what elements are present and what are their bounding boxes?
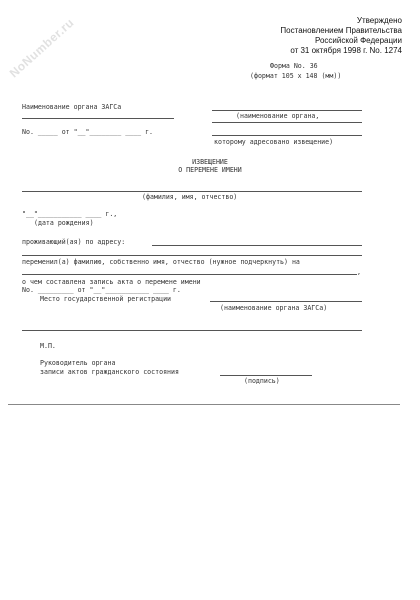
registration-label: Место государственной регистрации [40, 295, 172, 303]
head-title-line-2: записи актов гражданского состояния [40, 368, 179, 376]
zags-caption: (наименование органа, [236, 112, 320, 120]
birth-date-line: "__"___________ ____ г., [22, 210, 118, 218]
registration-caption: (наименование органа ЗАГСа) [220, 304, 328, 312]
birth-date-caption: (дата рождения) [34, 219, 94, 227]
name-change-line: переменил(а) фамилию, собственно имя, отчество (нужное подчеркнуть) на [22, 258, 300, 266]
form-number: Форма No. 36 [270, 62, 318, 70]
fio-caption: (фамилия, имя, отчество) [142, 193, 238, 201]
head-title-line-1: Руководитель органа [40, 359, 116, 367]
bottom-divider [8, 404, 400, 405]
signature-caption: (подпись) [244, 377, 280, 385]
addressee-caption: которому адресовано извещение) [214, 138, 334, 146]
form-size: (формат 105 x 148 (мм)) [250, 72, 342, 80]
address-field[interactable] [152, 245, 362, 246]
zags-name-field-2[interactable] [212, 122, 362, 123]
registration-field-2[interactable] [22, 330, 362, 331]
document-number-line: No. _____ от "__"________ ____ г. [22, 128, 154, 136]
comma-mark: , [357, 268, 361, 276]
document-subtitle: О ПЕРЕМЕНЕ ИМЕНИ [178, 166, 242, 174]
approval-line-4: от 31 октября 1998 г. No. 1274 [290, 46, 402, 55]
watermark-text: NoNumber.ru [6, 15, 77, 81]
signature-field[interactable] [220, 375, 312, 376]
registration-field[interactable] [210, 301, 362, 302]
record-line: о чем составлена запись акта о перемене имени [22, 278, 201, 286]
approval-block [280, 16, 402, 56]
document-title: ИЗВЕЩЕНИЕ [192, 158, 228, 166]
new-name-field[interactable] [22, 274, 357, 275]
approval-line-3: Российской Федерации [315, 36, 402, 45]
zags-line[interactable] [22, 118, 174, 119]
zags-name-field[interactable] [212, 110, 362, 111]
seal-place: М.П. [40, 342, 56, 350]
address-field-2[interactable] [22, 255, 362, 256]
record-number-line: No. _________ от "__"___________ ____ г. [22, 286, 181, 294]
approval-line-1: Утверждено [356, 16, 402, 25]
approval-line-2: Постановлением Правительства [280, 26, 402, 35]
fio-field[interactable] [22, 191, 362, 192]
addressee-field[interactable] [212, 135, 362, 136]
address-label: проживающий(ая) по адресу: [22, 238, 126, 246]
zags-label: Наименование органа ЗАГСа [22, 103, 122, 111]
